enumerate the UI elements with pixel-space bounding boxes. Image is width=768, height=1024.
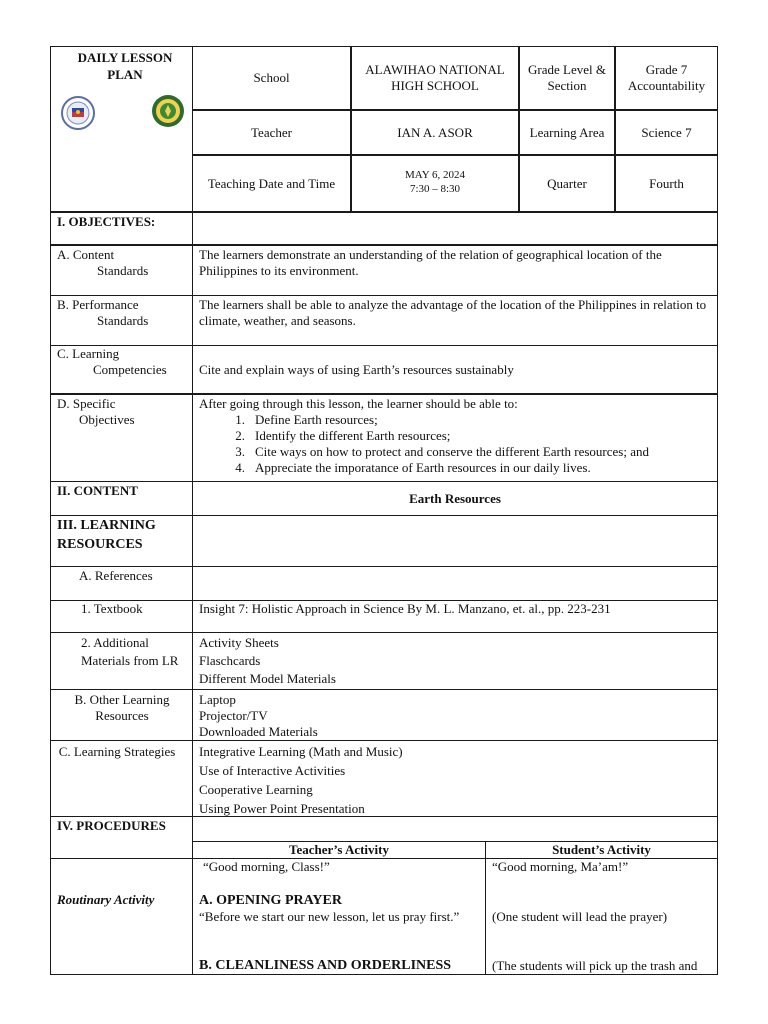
learning-competencies-label xyxy=(57,346,187,378)
other-resources-list xyxy=(199,692,711,740)
list-item-text: Identify the different Earth resources; xyxy=(255,428,451,443)
label-line: Standards xyxy=(97,313,149,328)
other-resources-label: B. Other Learning Resources xyxy=(74,692,170,723)
row-line xyxy=(50,295,718,296)
performance-standards-label xyxy=(57,297,187,329)
content-value: Earth Resources xyxy=(409,491,501,506)
opening-prayer-text: “Before we start our new lesson, let us pray first.” xyxy=(199,909,460,924)
row-line xyxy=(50,689,718,690)
date-value: MAY 6, 2024 xyxy=(404,169,465,181)
list-item: Using Power Point Presentation xyxy=(199,801,365,816)
cleanliness-heading: B. CLEANLINESS AND ORDERLINESS xyxy=(199,958,452,973)
list-item: Integrative Learning (Math and Music) xyxy=(199,744,403,759)
quarter-label: Quarter xyxy=(547,175,587,191)
row-line xyxy=(50,244,718,246)
textbook-value: Insight 7: Holistic Approach in Science By M. L. Manzano, et. al., pp. 223-231 xyxy=(199,601,611,616)
list-item: Flaschcards xyxy=(199,653,261,668)
border-left xyxy=(50,46,51,975)
list-item: Laptop xyxy=(199,692,236,707)
row-line xyxy=(50,566,718,567)
border-right xyxy=(717,46,718,975)
teacher-activity-header: Teacher’s Activity xyxy=(288,842,389,857)
date-time-value xyxy=(352,168,518,200)
list-item: 3. Cite ways on how to protect and conserve the different Earth resources; and xyxy=(235,444,649,459)
specific-objectives-intro: After going through this lesson, the learner should be able to: xyxy=(199,396,518,411)
performance-standards-text: The learners shall be able to analyze the advantage of the location of the Philippines in relation to climate, weather, and seasons. xyxy=(199,297,707,328)
label-line: Standards xyxy=(97,263,149,278)
learning-resources-heading: III. LEARNING RESOURCES xyxy=(57,518,156,552)
routinary-activity-label: Routinary Activity xyxy=(57,892,155,907)
time-value: 7:30 – 8:30 xyxy=(409,183,461,195)
learning-strategies-list xyxy=(199,742,711,818)
content-standards-text: The learners demonstrate an understanding of the relation of geographical location of the Philippines to its environment. xyxy=(199,247,662,278)
learning-competencies-text: Cite and explain ways of using Earth’s resources sustainably xyxy=(199,362,514,377)
grade-label: Grade Level & Section xyxy=(528,62,606,93)
additional-materials-list xyxy=(199,634,711,688)
specific-objectives-label xyxy=(57,396,187,428)
date-label: Teaching Date and Time xyxy=(207,175,336,191)
opening-prayer-heading: A. OPENING PRAYER xyxy=(199,893,342,908)
list-item-text: Define Earth resources; xyxy=(255,412,378,427)
list-item: Use of Interactive Activities xyxy=(199,763,346,778)
school-seal-icon xyxy=(151,94,185,128)
objectives-heading: I. OBJECTIVES: xyxy=(57,214,156,229)
cleanliness-student: (The students will pick up the trash and xyxy=(492,958,698,973)
deped-seal-icon xyxy=(60,95,96,131)
list-item: 2. Identify the different Earth resources; xyxy=(235,428,451,443)
label-line: A. Content xyxy=(57,247,115,262)
list-item-text: Appreciate the imporatance of Earth resources in our daily lives. xyxy=(255,460,591,475)
label-line: Competencies xyxy=(93,362,167,377)
teacher-value: IAN A. ASOR xyxy=(397,124,473,140)
row-line xyxy=(50,740,718,741)
row-line xyxy=(50,393,718,395)
border-bottom xyxy=(50,974,718,975)
learning-strategies-label: C. Learning Strategies xyxy=(58,744,176,759)
row-line xyxy=(50,481,718,482)
opening-prayer-student: (One student will lead the prayer) xyxy=(492,909,668,924)
header-bottom-line xyxy=(50,211,718,213)
list-item: Cooperative Learning xyxy=(199,782,313,797)
list-item: 4. Appreciate the imporatance of Earth resources in our daily lives. xyxy=(235,460,591,475)
specific-objectives-list xyxy=(199,396,711,476)
label-line: C. Learning xyxy=(57,346,120,361)
learning-area-value: Science 7 xyxy=(641,124,692,140)
textbook-label: 1. Textbook xyxy=(81,601,143,616)
school-value: ALAWIHAO NATIONAL HIGH SCHOOL xyxy=(365,62,505,93)
student-greeting: “Good morning, Ma’am!” xyxy=(492,859,629,874)
quarter-value: Fourth xyxy=(649,175,684,191)
teacher-label: Teacher xyxy=(251,124,292,140)
content-heading: II. CONTENT xyxy=(57,483,138,498)
school-label: School xyxy=(253,70,290,85)
list-item-text: Cite ways on how to protect and conserve the different Earth resources; and xyxy=(255,444,649,459)
label-line: D. Specific xyxy=(57,396,116,411)
list-item: Different Model Materials xyxy=(199,671,336,686)
label-line: B. Performance xyxy=(57,297,139,312)
student-activity-header: Student’s Activity xyxy=(552,842,651,857)
list-item: Downloaded Materials xyxy=(199,724,318,739)
content-standards-label xyxy=(57,247,187,279)
additional-materials-label: 2. Additional Materials from LR xyxy=(81,635,179,668)
document-title: DAILY LESSON PLAN xyxy=(77,50,173,82)
row-line xyxy=(50,632,718,633)
label-line: Objectives xyxy=(79,412,135,427)
activity-column-divider xyxy=(485,841,486,975)
procedures-heading: IV. PROCEDURES xyxy=(57,818,166,833)
list-item: 1. Define Earth resources; xyxy=(235,412,378,427)
references-label: A. References xyxy=(79,568,153,583)
teacher-greeting: “Good morning, Class!” xyxy=(203,859,330,874)
list-item: Activity Sheets xyxy=(199,635,279,650)
list-item: Projector/TV xyxy=(199,708,268,723)
grade-value: Grade 7 Accountability xyxy=(627,62,706,93)
learning-area-label: Learning Area xyxy=(529,124,605,140)
